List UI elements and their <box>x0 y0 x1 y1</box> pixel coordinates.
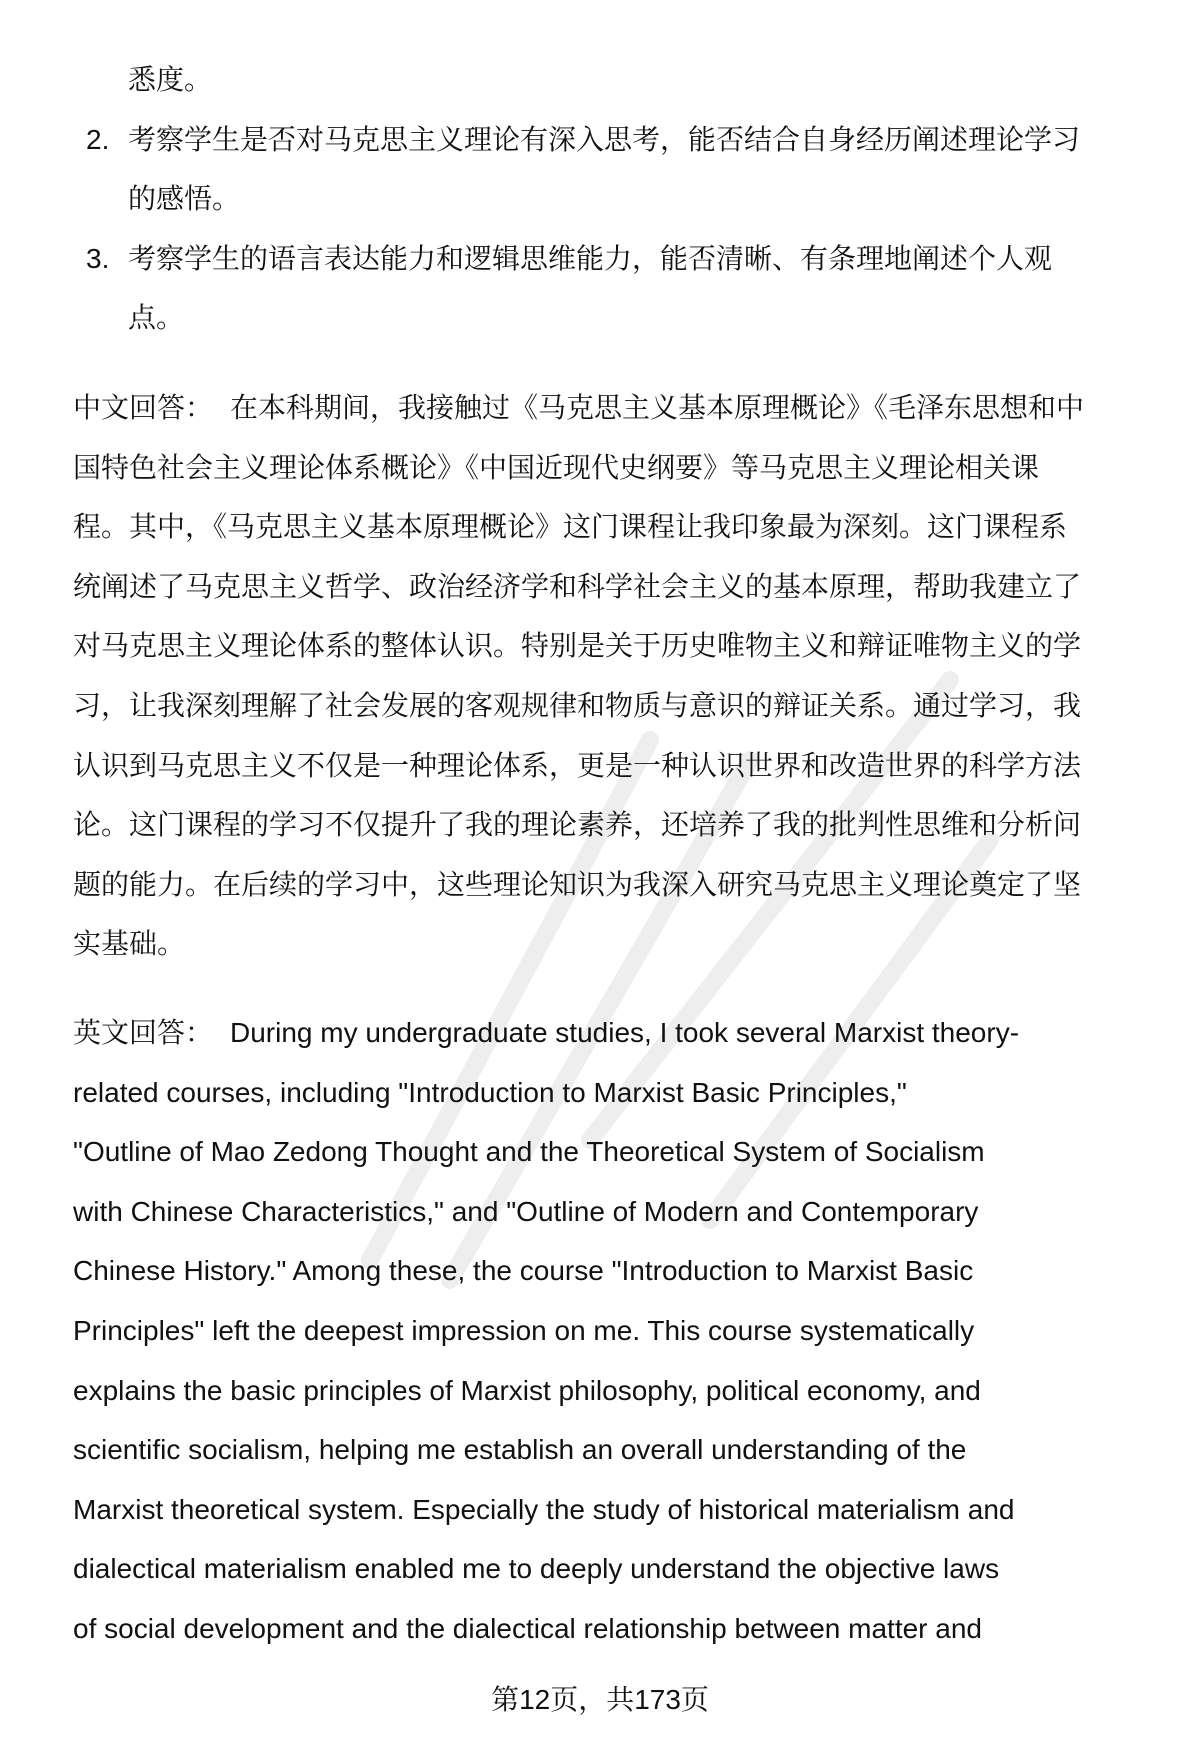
list-item-line: 的感悟。 <box>128 183 241 215</box>
list-item-number: 3. <box>86 242 110 274</box>
en-answer-line: Chinese History." Among these, the course "Introduction to Marxist Basic <box>73 1255 974 1287</box>
en-answer-line: of social development and the dialectical relationship between matter and <box>73 1613 983 1644</box>
en-answer-line: dialectical materialism enabled me to deeply understand the objective laws <box>73 1553 1000 1585</box>
list-item-continuation: 悉度。 <box>128 64 213 95</box>
list-item-line: 考察学生的语言表达能力和逻辑思维能力，能否清晰、有条理地阐述个人观 <box>128 242 1053 274</box>
en-answer-line: Principles" left the deepest impression on me. This course systematically <box>73 1315 975 1346</box>
cn-answer-line: 在本科期间，我接触过《马克思主义基本原理概论》《毛泽东思想和中 <box>230 392 1085 423</box>
en-answer-line: with Chinese Characteristics," and "Outline of Modern and Contemporary <box>73 1195 979 1227</box>
cn-answer-line: 认识到马克思主义不仅是一种理论体系，更是一种认识世界和改造世界的科学方法 <box>73 749 1082 781</box>
cn-answer-line: 实基础。 <box>73 928 186 960</box>
en-answer-line: explains the basic principles of Marxist philosophy, political economy, and <box>73 1374 981 1406</box>
cn-answer-label: 中文回答： <box>73 392 214 423</box>
en-answer-line: related courses, including "Introduction to Marxist Basic Principles," <box>73 1076 907 1108</box>
page-number: 第12页，共173页 <box>491 1684 709 1715</box>
cn-answer-line: 统阐述了马克思主义哲学、政治经济学和科学社会主义的基本原理，帮助我建立了 <box>73 570 1082 602</box>
en-answer-line: Marxist theoretical system. Especially the study of historical materialism and <box>73 1493 1015 1525</box>
cn-answer-line: 对马克思主义理论体系的整体认识。特别是关于历史唯物主义和辩证唯物主义的学 <box>73 630 1082 662</box>
en-answer-label: 英文回答： <box>73 1017 214 1048</box>
cn-answer-line: 题的能力。在后续的学习中，这些理论知识为我深入研究马克思主义理论奠定了坚 <box>73 868 1082 900</box>
en-answer-line: "Outline of Mao Zedong Thought and the Theoretical System of Socialism <box>73 1136 985 1168</box>
list-item-line: 考察学生是否对马克思主义理论有深入思考，能否结合自身经历阐述理论学习 <box>128 123 1081 155</box>
list-item-number: 2. <box>86 123 110 155</box>
en-answer-line: During my undergraduate studies, I took several Marxist theory- <box>230 1017 1020 1048</box>
cn-answer-line: 论。这门课程的学习不仅提升了我的理论素养，还培养了我的批判性思维和分析问 <box>73 809 1082 841</box>
list-item-line: 点。 <box>128 302 185 334</box>
cn-answer-line: 程。其中，《马克思主义基本原理概论》这门课程让我印象最为深刻。这门课程系 <box>73 511 1068 543</box>
en-answer-line: scientific socialism, helping me establish an overall understanding of the <box>73 1434 967 1466</box>
cn-answer-line: 习，让我深刻理解了社会发展的客观规律和物质与意识的辩证关系。通过学习，我 <box>73 690 1082 721</box>
cn-answer-line: 国特色社会主义理论体系概论》《中国近现代史纲要》等马克思主义理论相关课 <box>73 451 1040 483</box>
